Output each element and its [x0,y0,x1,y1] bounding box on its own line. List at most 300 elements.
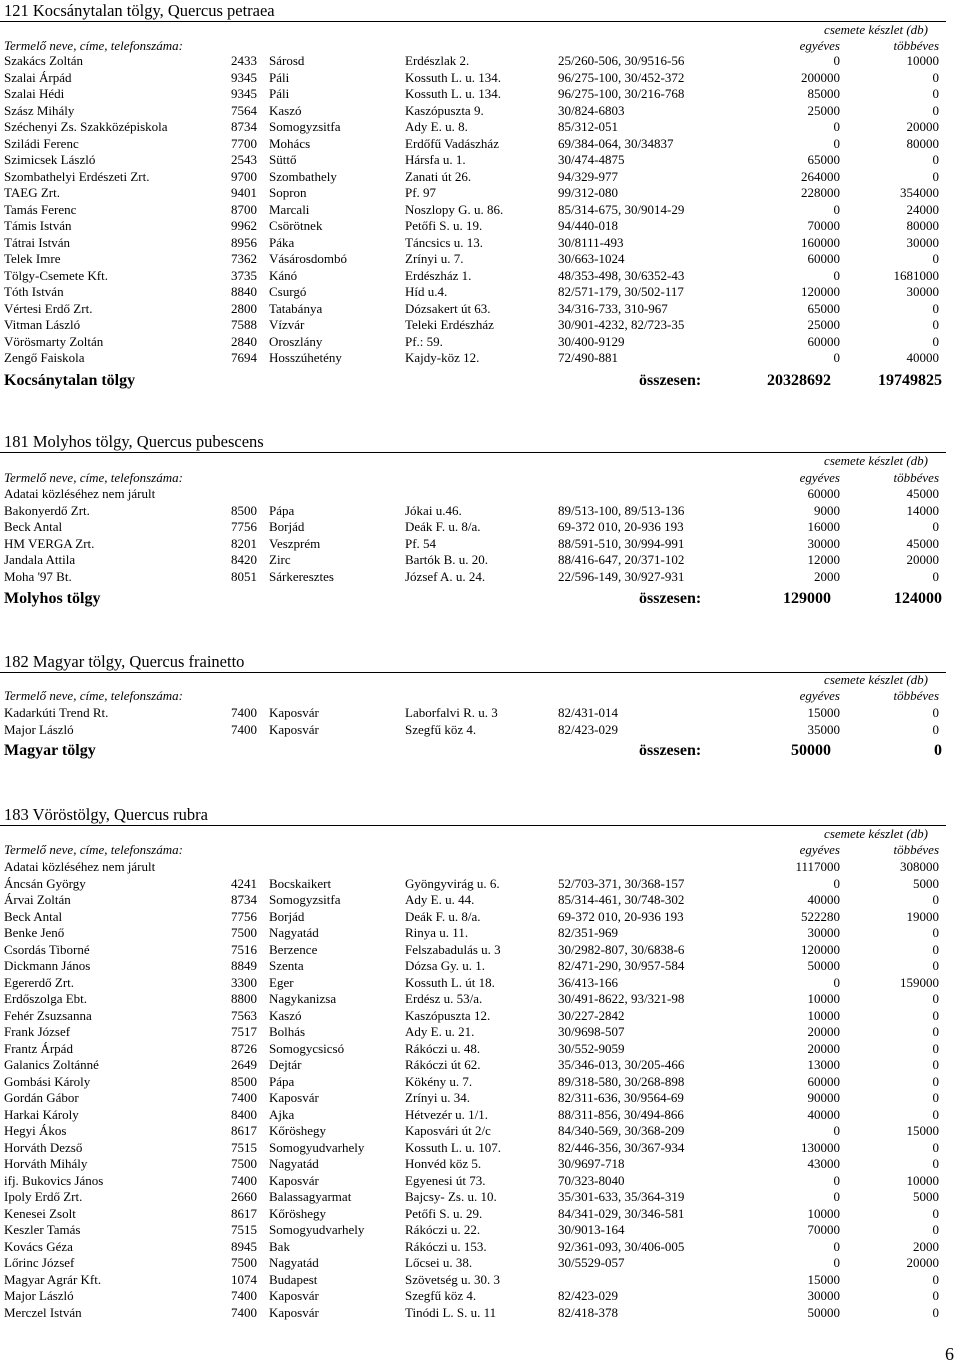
table-row [0,268,960,285]
table-row [0,218,960,235]
phone: 30/227-2842 [558,1007,625,1023]
multi-year-qty: 0 [932,1040,939,1056]
city: Csurgó [269,284,307,299]
phone: 69/384-064, 30/34837 [558,135,674,151]
city: Sopron [269,185,307,200]
address: Rákóczi u. 48. [405,1040,481,1056]
table-row [0,1024,960,1041]
section-total [0,742,960,762]
multi-year-qty: 15000 [906,1123,939,1138]
city: Marcali [269,201,310,217]
multi-year-qty: 0 [932,1222,939,1237]
multi-year-qty: 0 [932,317,939,332]
address: Zanati út 26. [405,168,472,184]
producer-name: Vitman László [4,317,81,332]
one-year-qty: 0 [833,53,840,68]
table-row [0,958,960,975]
postal-code: 3735 [231,267,257,283]
producer-name: Zengő Faiskola [4,350,85,365]
city: Nagyatád [269,925,319,940]
multi-year-qty: 10000 [906,1172,939,1188]
multi-year-qty: 0 [932,1057,939,1072]
producer-name: TAEG Zrt. [4,185,60,200]
table-row [0,251,960,268]
multi-year-qty: 0 [932,1271,939,1287]
table-row [0,536,960,553]
phone: 82/311-636, 30/9564-69 [558,1090,684,1105]
address: Kaszópuszta 12. [405,1007,491,1023]
address: Rákóczi u. 22. [405,1222,481,1237]
address: Ady E. u. 8. [405,119,468,134]
city: Somogyzsitfa [269,119,341,134]
postal-code: 9345 [231,69,257,85]
one-year-qty: 60000 [807,251,840,266]
postal-code: 2543 [231,152,257,167]
city: Hosszúhetény [269,350,342,365]
multi-year-qty: 0 [932,1090,939,1105]
one-year-qty: 120000 [801,941,840,957]
address: Felszabadulás u. 3 [405,941,501,957]
city: Somogyzsitfa [269,892,341,907]
section-rule [0,825,946,826]
address: Petőfi S. u. 19. [405,218,483,233]
one-year-header: egyéves [799,470,840,485]
table-row [0,859,960,876]
city: Süttő [269,152,297,167]
address: Zrínyi u. 34. [405,1090,470,1105]
phone: 82/423-029 [558,1288,618,1303]
producer-name: Szalai Hédi [4,86,65,101]
producer-name: Magyar Agrár Kft. [4,1271,102,1287]
multi-year-qty: 354000 [900,185,939,200]
address: Kajdy-köz 12. [405,350,480,365]
producer-header: Termelő neve, címe, telefonszáma: [4,688,183,703]
one-year-qty: 25000 [807,102,840,118]
address: Szövetség u. 30. 3 [405,1271,500,1287]
table-row [0,1008,960,1025]
multi-year-qty: 0 [932,1106,939,1122]
multi-year-qty: 0 [932,941,939,957]
postal-code: 8617 [231,1205,257,1221]
producer-name: Telek Imre [4,251,61,266]
city: Somogyudvarhely [269,1139,365,1155]
postal-code: 7362 [231,251,257,266]
producer-name: Áncsán György [4,875,86,891]
section-title: 121 Kocsánytalan tölgy, Quercus petraea [4,1,275,20]
one-year-qty: 0 [833,1189,840,1204]
table-row [0,1239,960,1256]
table-row [0,975,960,992]
table-row [0,1156,960,1173]
one-year-qty: 0 [833,1123,840,1138]
postal-code: 9401 [231,185,257,200]
postal-code: 8840 [231,284,257,299]
postal-code: 8700 [231,201,257,217]
postal-code: 3300 [231,974,257,990]
postal-code: 8420 [231,552,257,567]
producer-name: Széchenyi Zs. Szakközépiskola [4,119,168,134]
phone: 35/301-633, 35/364-319 [558,1189,685,1204]
city: Borjád [269,908,305,924]
producer-name: Tölgy-Csemete Kft. [4,267,108,283]
multi-year-qty: 0 [932,1139,939,1155]
multi-year-qty: 0 [932,519,939,534]
city: Mohács [269,135,311,151]
postal-code: 2649 [231,1057,257,1072]
city: Nagykanizsa [269,991,337,1006]
table-row [0,169,960,186]
one-year-qty: 264000 [801,168,840,184]
producer-name: Kovács Géza [4,1238,73,1254]
table-row [0,103,960,120]
table-row [0,119,960,136]
postal-code: 7515 [231,1222,257,1237]
producer-name: Egererdő Zrt. [4,974,75,990]
postal-code: 7516 [231,941,257,957]
table-row [0,1140,960,1157]
table-row [0,53,960,70]
producer-name: Szombathelyi Erdészeti Zrt. [4,168,150,184]
one-year-qty: 200000 [801,69,840,85]
total-multi-year: 19749825 [878,372,942,389]
multi-year-qty: 0 [932,705,939,720]
multi-year-qty: 0 [932,1205,939,1221]
producer-name: Bakonyerdő Zrt. [4,502,90,518]
city: Kánó [269,267,298,283]
multi-year-qty: 0 [932,1288,939,1303]
one-year-qty: 0 [833,1172,840,1188]
producer-name: HM VERGA Zrt. [4,535,95,551]
total-name: Molyhos tölgy [4,590,101,607]
address: Szegfű köz 4. [405,1288,477,1303]
producer-header: Termelő neve, címe, telefonszáma: [4,470,183,485]
postal-code: 8400 [231,1106,257,1122]
address: Erdőfű Vadászház [405,135,499,151]
producer-name: Frantz Árpád [4,1040,73,1056]
multi-year-qty: 5000 [913,1189,939,1204]
postal-code: 7563 [231,1007,257,1023]
multi-year-qty: 2000 [913,1238,939,1254]
postal-code: 8734 [231,892,257,907]
producer-name: Szász Mihály [4,102,75,118]
total-multi-year: 0 [934,742,942,759]
one-year-qty: 15000 [807,705,840,720]
phone: 88/311-856, 30/494-866 [558,1106,684,1122]
city: Ajka [269,1106,295,1122]
address: Kaszópuszta 9. [405,102,484,118]
one-year-qty: 35000 [807,721,840,737]
city: Szombathely [269,168,337,184]
producer-name: Tátrai István [4,234,71,250]
producer-name: ifj. Bukovics János [4,1172,104,1188]
city: Kőröshegy [269,1205,327,1221]
one-year-qty: 0 [833,974,840,990]
phone: 30/901-4232, 82/723-35 [558,317,685,332]
one-year-header: egyéves [799,688,840,703]
phone: 99/312-080 [558,185,618,200]
table-row [0,284,960,301]
address: Kossuth L. út 18. [405,974,495,990]
phone: 88/416-647, 20/371-102 [558,552,685,567]
table-row [0,317,960,334]
multi-year-qty: 0 [932,1304,939,1320]
postal-code: 8800 [231,991,257,1006]
address: Pf.: 59. [405,333,443,349]
one-year-qty: 65000 [807,300,840,316]
phone: 82/571-179, 30/502-117 [558,284,684,299]
one-year-qty: 10000 [807,1007,840,1023]
city: Kaposvár [269,721,319,737]
phone: 52/703-371, 30/368-157 [558,875,685,891]
phone: 82/418-378 [558,1304,618,1320]
phone: 34/316-733, 310-967 [558,300,668,316]
postal-code: 8945 [231,1238,257,1254]
address: Kökény u. 7. [405,1073,473,1089]
phone: 36/413-166 [558,974,618,990]
address: Bartók B. u. 20. [405,552,489,567]
postal-code: 7700 [231,135,257,151]
one-year-qty: 0 [833,119,840,134]
producer-name: Kenesei Zsolt [4,1205,76,1221]
total-label: összesen: [639,372,702,389]
multi-year-qty: 20000 [906,552,939,567]
address: Lőcsei u. 38. [405,1255,473,1270]
table-row [0,334,960,351]
address: Kossuth L. u. 134. [405,69,502,85]
one-year-qty: 40000 [807,1106,840,1122]
producer-name: Galanics Zoltánné [4,1057,99,1072]
phone: 22/596-149, 30/927-931 [558,568,685,584]
postal-code: 7500 [231,925,257,940]
producer-name: Major László [4,721,74,737]
phone: 70/323-8040 [558,1172,625,1188]
table-row [0,876,960,893]
producer-name: Árvai Zoltán [4,892,71,907]
phone: 30/9013-164 [558,1222,625,1237]
multi-year-qty: 159000 [900,974,939,990]
phone: 84/340-569, 30/368-209 [558,1123,685,1138]
phone: 89/318-580, 30/268-898 [558,1073,685,1089]
postal-code: 8956 [231,234,257,250]
multi-year-header: többéves [893,470,939,485]
producer-name: Lőrinc József [4,1255,75,1270]
table-row [0,486,960,503]
phone: 94/329-977 [558,168,618,184]
postal-code: 2433 [231,53,257,68]
postal-code: 7694 [231,350,257,365]
postal-code: 7400 [231,1090,257,1105]
one-year-qty: 25000 [807,317,840,332]
section-title: 183 Vöröstölgy, Quercus rubra [4,805,208,824]
producer-name: Benke Jenő [4,925,65,940]
one-year-qty: 90000 [807,1090,840,1105]
one-year-header: egyéves [799,38,840,53]
address: Erdészház 1. [405,267,472,283]
phone: 72/490-881 [558,350,618,365]
phone: 96/275-100, 30/452-372 [558,69,685,85]
one-year-qty: 0 [833,1255,840,1270]
table-row [0,1288,960,1305]
multi-year-qty: 24000 [906,201,939,217]
multi-year-qty: 0 [932,69,939,85]
phone: 30/824-6803 [558,102,625,118]
multi-year-qty: 0 [932,925,939,940]
table-row [0,503,960,520]
postal-code: 9700 [231,168,257,184]
total-name: Kocsánytalan tölgy [4,372,136,389]
multi-year-qty: 0 [932,1073,939,1089]
page-number: 6 [945,1344,954,1364]
multi-year-qty: 80000 [906,218,939,233]
phone: 30/9697-718 [558,1156,625,1171]
postal-code: 7400 [231,1288,257,1303]
postal-code: 8617 [231,1123,257,1138]
multi-year-qty: 45000 [906,486,939,501]
table-row [0,1057,960,1074]
multi-year-qty: 308000 [900,859,939,874]
address: Zrínyi u. 7. [405,251,464,266]
producer-name: Major László [4,1288,74,1303]
postal-code: 7400 [231,1304,257,1320]
producer-name: Beck Antal [4,908,63,924]
postal-code: 2800 [231,300,257,316]
address: Szegfű köz 4. [405,721,477,737]
stock-header: csemete készlet (db) [824,22,928,37]
city: Kaszó [269,1007,302,1023]
postal-code: 4241 [231,875,257,891]
multi-year-qty: 0 [932,300,939,316]
producer-name: Jandala Attila [4,552,76,567]
one-year-qty: 13000 [807,1057,840,1072]
producer-name: Szalai Árpád [4,69,72,85]
phone: 30/9698-507 [558,1024,625,1039]
producer-name: Fehér Zsuzsanna [4,1007,92,1023]
city: Tatabánya [269,300,323,316]
producer-name: Adatai közléséhez nem járult [4,486,156,501]
city: Pápa [269,1073,295,1089]
phone: 48/353-498, 30/6352-43 [558,267,685,283]
city: Szenta [269,958,304,973]
address: Rinya u. 11. [405,925,469,940]
postal-code: 7400 [231,1172,257,1188]
one-year-qty: 130000 [801,1139,840,1155]
multi-year-qty: 0 [932,892,939,907]
postal-code: 8201 [231,535,257,551]
multi-year-qty: 45000 [906,535,939,551]
one-year-qty: 50000 [807,1304,840,1320]
multi-year-qty: 0 [932,1007,939,1023]
city: Eger [269,974,294,990]
one-year-qty: 2000 [814,568,840,584]
table-row [0,519,960,536]
one-year-header: egyéves [799,842,840,857]
one-year-qty: 60000 [807,333,840,349]
one-year-qty: 0 [833,135,840,151]
address: Egyenesi út 73. [405,1172,486,1188]
producer-name: Szakács Zoltán [4,53,84,68]
phone: 30/552-9059 [558,1040,625,1056]
multi-year-header: többéves [893,688,939,703]
city: Kaszó [269,102,302,118]
postal-code: 7756 [231,519,257,534]
section-title: 181 Molyhos tölgy, Quercus pubescens [4,432,264,451]
one-year-qty: 70000 [807,218,840,233]
table-row [0,892,960,909]
producer-header: Termelő neve, címe, telefonszáma: [4,842,183,857]
one-year-qty: 522280 [801,908,840,924]
multi-year-qty: 0 [932,991,939,1006]
multi-year-header: többéves [893,842,939,857]
multi-year-qty: 0 [932,251,939,266]
one-year-qty: 120000 [801,284,840,299]
producer-name: Vörösmarty Zoltán [4,333,104,349]
city: Kaposvár [269,1304,319,1320]
table-row [0,1255,960,1272]
producer-name: Sziládi Ferenc [4,135,79,151]
one-year-qty: 30000 [807,925,840,940]
one-year-qty: 0 [833,1238,840,1254]
table-row [0,70,960,87]
address: Rákóczi út 62. [405,1057,481,1072]
address: Dózsa Gy. u. 1. [405,958,486,973]
section-rule [0,452,946,453]
table-row [0,925,960,942]
postal-code: 7400 [231,705,257,720]
table-row [0,1090,960,1107]
producer-name: Tóth István [4,284,64,299]
postal-code: 8500 [231,502,257,518]
one-year-qty: 160000 [801,234,840,250]
phone: 88/591-510, 30/994-991 [558,535,685,551]
multi-year-qty: 0 [932,102,939,118]
address: Kossuth L. u. 134. [405,86,502,101]
table-row [0,202,960,219]
city: Nagyatád [269,1156,319,1171]
city: Kaposvár [269,705,319,720]
city: Somogycsicsó [269,1040,345,1056]
producer-name: Szimicsek László [4,152,96,167]
producer-name: Harkai Károly [4,1106,79,1122]
section-title: 182 Magyar tölgy, Quercus frainetto [4,652,245,671]
postal-code: 7500 [231,1255,257,1270]
one-year-qty: 0 [833,350,840,365]
one-year-qty: 1117000 [795,859,840,874]
phone: 84/341-029, 30/346-581 [558,1205,685,1221]
one-year-qty: 16000 [807,519,840,534]
postal-code: 8051 [231,568,257,584]
table-row [0,909,960,926]
one-year-qty: 85000 [807,86,840,101]
postal-code: 2840 [231,333,257,349]
address: Petőfi S. u. 29. [405,1205,483,1221]
postal-code: 9962 [231,218,257,233]
table-row [0,722,960,739]
table-row [0,301,960,318]
city: Vásárosdombó [269,251,347,266]
one-year-qty: 9000 [814,502,840,518]
phone: 85/314-675, 30/9014-29 [558,201,685,217]
section-total [0,372,960,392]
producer-name: Vértesi Erdő Zrt. [4,300,93,316]
producer-name: Erdőszolga Ebt. [4,991,88,1006]
city: Veszprém [269,535,321,551]
phone: 69-372 010, 20-936 193 [558,519,684,534]
table-row [0,942,960,959]
one-year-qty: 60000 [807,486,840,501]
one-year-qty: 0 [833,201,840,217]
city: Csörötnek [269,218,323,233]
phone: 94/440-018 [558,218,618,233]
